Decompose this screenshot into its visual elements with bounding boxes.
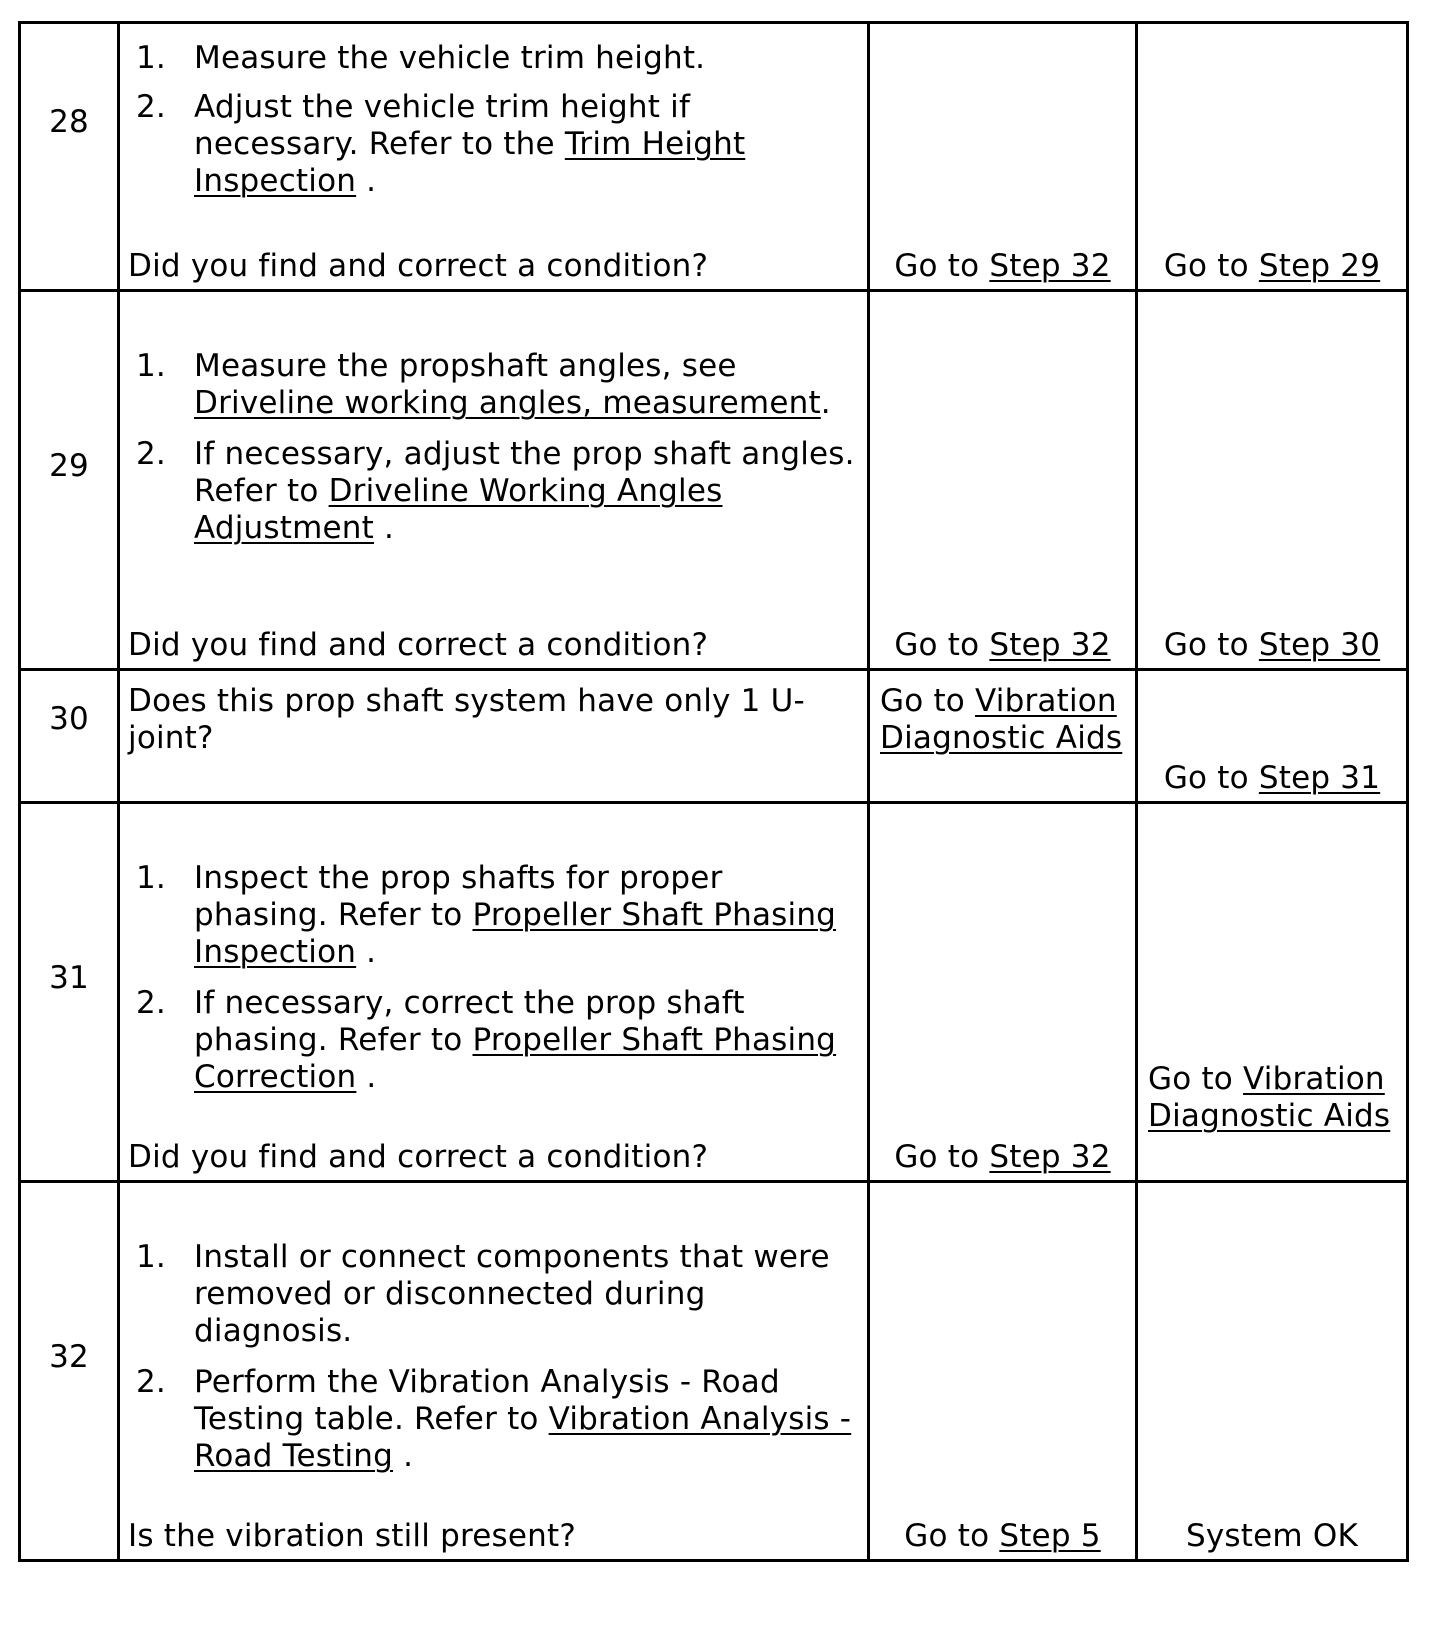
go-to-step-32-link[interactable]: Step 32: [989, 1139, 1111, 1175]
step-number: 32: [49, 1338, 89, 1375]
yes-result: [870, 627, 1135, 664]
result-prefix: Go to: [1148, 1061, 1244, 1097]
list-item-number: 2.: [136, 1364, 166, 1400]
go-to-step-5-link[interactable]: Step 5: [999, 1518, 1101, 1554]
question-text: Is the vibration still present?: [128, 1518, 576, 1554]
go-to-step-32-link[interactable]: Step 32: [989, 248, 1111, 284]
yes-result-cell: [869, 291, 1137, 670]
go-to-step-30-link[interactable]: Step 30: [1258, 627, 1381, 663]
no-result-cell: [1137, 23, 1408, 291]
yes-result-cell: [869, 803, 1137, 1182]
list-item-text: Measure the vehicle trim height.: [194, 40, 706, 76]
yes-result: [870, 1518, 1135, 1555]
action-content: [120, 1183, 867, 1559]
step-number-cell: [20, 23, 119, 291]
list-item-text-end: .: [356, 934, 377, 970]
list-item-text-end: .: [820, 385, 831, 421]
system-ok-text: System OK: [1186, 1518, 1358, 1554]
step-number: 30: [49, 700, 89, 737]
result-prefix: Go to: [1163, 248, 1259, 284]
no-result: [1138, 248, 1406, 285]
list-item: [120, 985, 859, 1096]
no-result-cell: [1137, 291, 1408, 670]
list-item: [120, 1239, 859, 1350]
list-item-number: 1.: [136, 348, 166, 384]
driveline-working-angles-adjustment-link[interactable]: Driveline Working Angles Adjustment: [194, 473, 723, 546]
action-cell: [119, 803, 869, 1182]
action-steps-list: [120, 24, 867, 200]
no-result: [1138, 760, 1406, 797]
go-to-step-32-link[interactable]: Step 32: [989, 627, 1111, 663]
result-prefix: Go to: [894, 1139, 990, 1175]
list-item: [120, 40, 859, 77]
list-item: [120, 89, 859, 200]
list-item-text-end: .: [393, 1438, 414, 1474]
list-item-text-end: .: [356, 1059, 377, 1095]
question-text: Did you find and correct a condition?: [128, 627, 709, 663]
step-number-cell: [20, 1182, 119, 1561]
vibration-analysis-road-testing-link[interactable]: Vibration Analysis - Road Testing: [194, 1401, 852, 1474]
no-result: [1148, 1061, 1398, 1135]
action-content: [120, 804, 867, 1180]
list-item-number: 2.: [136, 436, 166, 472]
driveline-working-angles-measurement-link[interactable]: Driveline working angles, measurement: [194, 385, 821, 421]
action-cell: [119, 23, 869, 291]
result-prefix: Go to: [894, 248, 990, 284]
table-row: [20, 23, 1408, 291]
result-prefix: Go to: [1163, 760, 1259, 796]
action-steps-list: [120, 292, 867, 547]
list-item: [120, 348, 859, 422]
table-row: [20, 670, 1408, 803]
diagnostic-table: [18, 21, 1409, 1562]
list-item-text: Install or connect components that were removed or disconnected during diagnosis.: [194, 1239, 830, 1349]
no-result-cell: [1137, 670, 1408, 803]
yes-result-cell: [869, 670, 1137, 803]
action-cell: [119, 291, 869, 670]
list-item-text: Perform the Vibration Analysis - Road Testing table. Refer to: [194, 1364, 780, 1437]
list-item-text-end: .: [373, 510, 395, 546]
step-number-cell: [20, 803, 119, 1182]
list-item-number: 1.: [136, 860, 166, 896]
table-row: [20, 1182, 1408, 1561]
result-prefix: Go to: [1163, 627, 1259, 663]
no-result: [1138, 627, 1406, 664]
vibration-diagnostic-aids-link[interactable]: Vibration Diagnostic Aids: [880, 683, 1123, 756]
list-item-number: 2.: [136, 985, 166, 1021]
result-prefix: Go to: [880, 683, 976, 719]
list-item-number: 1.: [136, 40, 166, 76]
list-item-text: If necessary, adjust the prop shaft angles. Refer to: [194, 436, 855, 509]
action-content: [120, 292, 867, 668]
yes-result-cell: [869, 1182, 1137, 1561]
trim-height-inspection-link[interactable]: Trim Height Inspection: [194, 126, 746, 199]
list-item-text: Adjust the vehicle trim height if necessary. Refer to the: [194, 89, 691, 162]
step-number-cell: [20, 291, 119, 670]
list-item-text: If necessary, correct the prop shaft phasing. Refer to: [194, 985, 745, 1058]
step-number-cell: [20, 670, 119, 803]
step-number: 29: [49, 447, 89, 484]
yes-result: [880, 683, 1125, 757]
go-to-step-29-link[interactable]: Step 29: [1258, 248, 1381, 284]
action-content: [120, 24, 867, 289]
yes-result: [870, 248, 1135, 285]
result-prefix: Go to: [894, 627, 990, 663]
action-cell: [119, 670, 869, 803]
list-item-text: Measure the propshaft angles, see: [194, 348, 737, 384]
yes-result: [870, 1139, 1135, 1176]
question-text: Does this prop shaft system have only 1 U-joint?: [128, 683, 805, 756]
list-item: [120, 860, 859, 971]
list-item: [120, 436, 859, 547]
go-to-step-31-link[interactable]: Step 31: [1258, 760, 1381, 796]
propeller-shaft-phasing-correction-link[interactable]: Propeller Shaft Phasing Correction: [194, 1022, 837, 1095]
result-prefix: Go to: [904, 1518, 1000, 1554]
step-number: 31: [49, 959, 89, 996]
no-result-cell: [1137, 803, 1408, 1182]
question-text: Did you find and correct a condition?: [128, 248, 709, 284]
list-item-text: Inspect the prop shafts for proper phasing. Refer to: [194, 860, 723, 933]
propeller-shaft-phasing-inspection-link[interactable]: Propeller Shaft Phasing Inspection: [194, 897, 837, 970]
table-row: [20, 803, 1408, 1182]
list-item-number: 2.: [136, 89, 166, 125]
no-result: [1138, 1518, 1406, 1555]
step-number: 28: [49, 104, 89, 140]
list-item: [120, 1364, 859, 1475]
yes-result-cell: [869, 23, 1137, 291]
action-steps-list: [120, 1183, 867, 1475]
question-text: Did you find and correct a condition?: [128, 1139, 709, 1175]
table-row: [20, 291, 1408, 670]
action-steps-list: [120, 804, 867, 1096]
vibration-diagnostic-aids-link[interactable]: Vibration Diagnostic Aids: [1148, 1061, 1391, 1134]
list-item-text-end: .: [356, 163, 377, 199]
list-item-number: 1.: [136, 1239, 166, 1275]
action-cell: [119, 1182, 869, 1561]
no-result-cell: [1137, 1182, 1408, 1561]
